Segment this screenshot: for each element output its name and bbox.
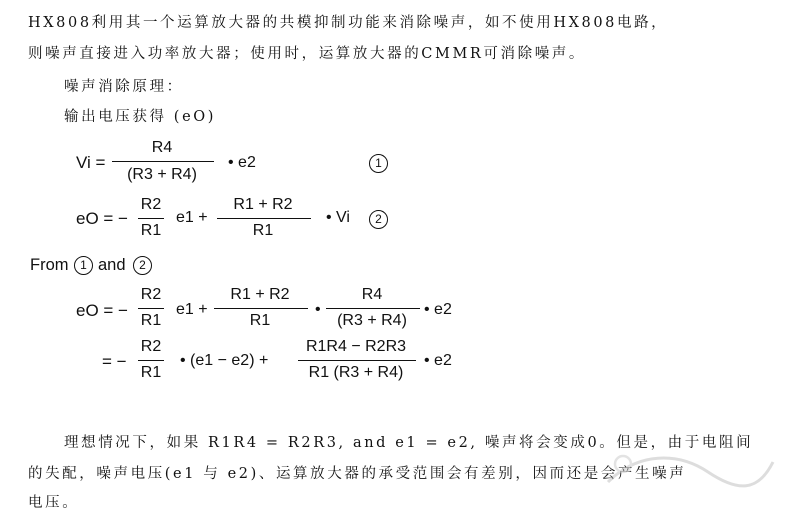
eq2-mid: e1 + <box>176 209 208 226</box>
eq4-f2-numerator: R1R4 − R2R3 <box>305 338 407 355</box>
output-voltage-label: 输出电压获得 (eO) <box>64 109 216 125</box>
eq2-tail: • Vi <box>326 209 350 226</box>
eq3-f3-numerator: R4 <box>361 286 383 303</box>
eq3-f3-denominator: (R3 + R4) <box>337 312 407 329</box>
eq3-f1-numerator: R2 <box>140 286 162 303</box>
eq3-mid: e1 + <box>176 301 208 318</box>
from-prefix: From <box>30 256 69 274</box>
principle-heading: 噪声消除原理： <box>64 79 184 95</box>
eq2-f2-numerator: R1 + R2 <box>233 196 293 213</box>
eq1-denominator: (R3 + R4) <box>127 166 197 183</box>
eq4-lhs: = − <box>102 352 127 371</box>
conclusion-line-2: 的失配，噪声电压(e1 与 e2)、运算放大器的承受范围会有差别，因而还是会产生噪声 <box>28 466 687 482</box>
eq2-marker: 2 <box>369 210 388 229</box>
eq3-lhs: eO = − <box>76 301 128 320</box>
eq4-mid: • (e1 − e2) + <box>180 352 269 369</box>
eq2-f1-numerator: R2 <box>140 196 162 213</box>
from-marker-2: 2 <box>133 256 152 275</box>
eq1-tail: • e2 <box>228 154 256 171</box>
eq1-numerator: R4 <box>151 139 173 156</box>
eq3-tail: • e2 <box>424 301 452 318</box>
eq1-lhs: Vi = <box>76 153 106 172</box>
intro-line-1: HX808利用其一个运算放大器的共模抑制功能来消除噪声，如不使用HX808电路， <box>28 15 669 31</box>
eq3-f2-numerator: R1 + R2 <box>230 286 290 303</box>
conclusion-line-3: 电压。 <box>28 495 80 511</box>
eq2-f2-denominator: R1 <box>252 222 274 239</box>
eq3-f1-denominator: R1 <box>140 312 162 329</box>
intro-line-2: 则噪声直接进入功率放大器；使用时，运算放大器的CMMR可消除噪声。 <box>28 46 587 62</box>
from-and: and <box>98 256 126 274</box>
eq3-dot: • <box>315 301 321 318</box>
eq4-tail: • e2 <box>424 352 452 369</box>
from-marker-1: 1 <box>74 256 93 275</box>
eq2-f1-denominator: R1 <box>140 222 162 239</box>
eq4-f2-denominator: R1 (R3 + R4) <box>308 364 404 381</box>
eq4-f1-bar <box>138 360 164 361</box>
eq2-lhs: eO = − <box>76 209 128 228</box>
eq4-f2-bar <box>298 360 416 361</box>
eq4-f1-numerator: R2 <box>140 338 162 355</box>
watermark <box>588 442 778 502</box>
conclusion-line-1: 理想情况下，如果 R1R4 = R2R3, and e1 = e2, 噪声将会变成0。但是，由于电阻间 <box>64 435 754 451</box>
eq3-f2-denominator: R1 <box>249 312 271 329</box>
eq1-marker: 1 <box>369 154 388 173</box>
eq4-f1-denominator: R1 <box>140 364 162 381</box>
